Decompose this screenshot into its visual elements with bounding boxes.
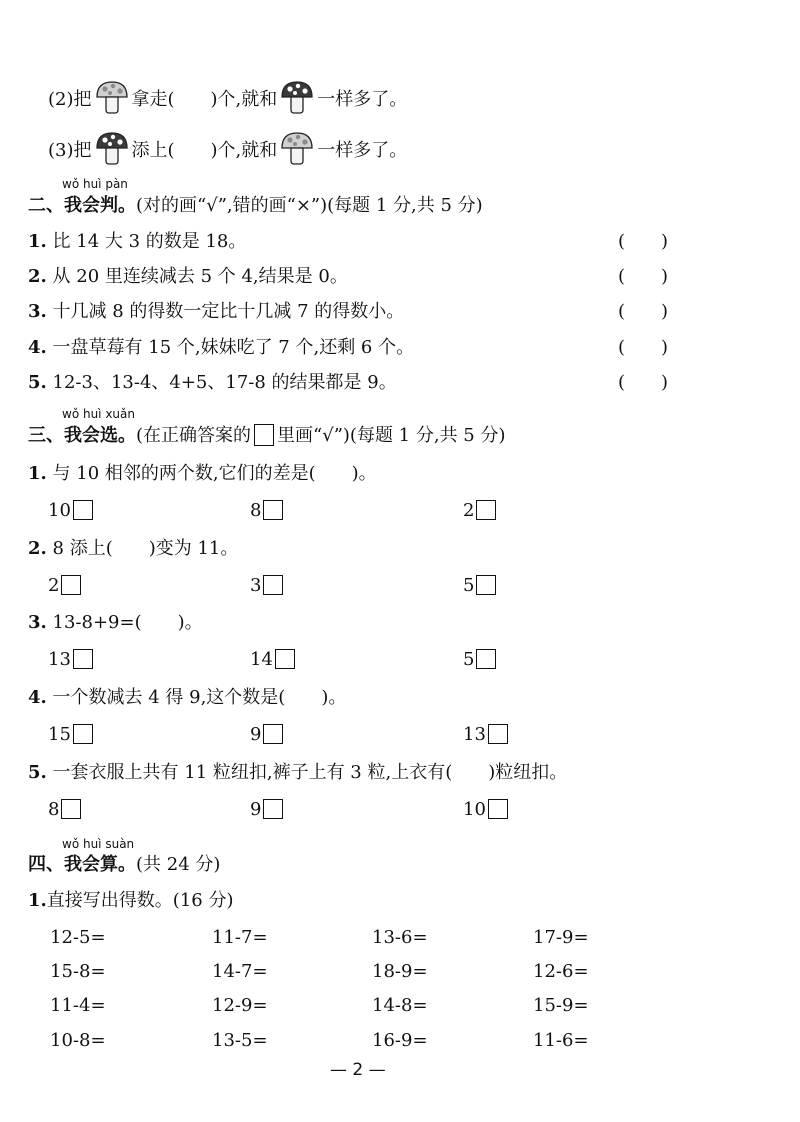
choice-option-label: 8 <box>250 500 262 521</box>
dark-mushroom-icon <box>94 130 130 173</box>
answer-box-sample <box>254 424 274 446</box>
judge-item <box>28 265 348 289</box>
choice-option <box>48 648 93 672</box>
choice-option-label: 9 <box>250 799 262 820</box>
calc-problem[interactable]: 11-4= <box>50 995 106 1016</box>
intro-line <box>48 79 407 122</box>
judge-answer-blank[interactable]: ( ) <box>618 266 669 287</box>
page-number: — 2 — <box>330 1060 386 1080</box>
calc-problem[interactable]: 18-9= <box>372 961 428 982</box>
choice-option-label: 2 <box>48 575 60 596</box>
dark-mushroom-icon <box>279 79 315 122</box>
choice-option-label: 13 <box>48 649 71 670</box>
section3-note-b: 里画“√”)(每题 1 分,共 5 分) <box>277 425 506 446</box>
choice-option <box>463 499 496 523</box>
choice-option-label: 8 <box>48 799 60 820</box>
choice-checkbox[interactable] <box>263 724 283 744</box>
calc-problem[interactable]: 10-8= <box>50 1030 106 1051</box>
choice-option-label: 14 <box>250 649 273 670</box>
judge-item-number: 3. <box>28 301 47 322</box>
choice-option <box>463 798 508 822</box>
choice-option <box>250 574 283 598</box>
intro-prefix: (3)把 <box>48 140 92 161</box>
choice-question-number: 4. <box>28 687 47 708</box>
choice-question-text: 8 添上( )变为 11。 <box>46 538 239 559</box>
light-mushroom-icon <box>279 130 315 173</box>
choice-question-text: 13-8+9=( )。 <box>46 612 203 633</box>
choice-question <box>28 761 567 785</box>
choice-checkbox[interactable] <box>275 649 295 669</box>
choice-question <box>28 686 346 710</box>
judge-item <box>28 300 404 324</box>
choice-option <box>250 648 295 672</box>
sub1-text: 直接写出得数。(16 分) <box>46 890 234 911</box>
choice-option-label: 5 <box>463 575 475 596</box>
section3-heading <box>28 424 506 448</box>
section3-pinyin: wǒ huì xuǎn <box>62 407 135 421</box>
judge-item <box>28 336 414 360</box>
choice-checkbox[interactable] <box>476 649 496 669</box>
calc-problem[interactable]: 17-9= <box>533 927 589 948</box>
sub1-number: 1. <box>28 890 47 911</box>
choice-question <box>28 611 203 635</box>
section3-title: 三、我会选。 <box>28 425 136 446</box>
calc-problem[interactable]: 14-7= <box>212 961 268 982</box>
judge-item-number: 2. <box>28 266 47 287</box>
choice-checkbox[interactable] <box>73 500 93 520</box>
choice-question-number: 5. <box>28 762 47 783</box>
choice-option <box>48 723 93 747</box>
judge-answer-blank[interactable]: ( ) <box>618 337 669 358</box>
calc-problem[interactable]: 13-5= <box>212 1030 268 1051</box>
calc-problem[interactable]: 11-7= <box>212 927 268 948</box>
intro-prefix: (2)把 <box>48 89 92 110</box>
choice-option-label: 15 <box>48 724 71 745</box>
choice-checkbox[interactable] <box>61 799 81 819</box>
section2-title: 二、我会判。 <box>28 195 136 216</box>
choice-option-label: 9 <box>250 724 262 745</box>
choice-checkbox[interactable] <box>476 575 496 595</box>
intro-suffix: 一样多了。 <box>317 89 408 110</box>
calc-problem[interactable]: 15-8= <box>50 961 106 982</box>
section4-note: (共 24 分) <box>136 854 221 875</box>
choice-question-text: 与 10 相邻的两个数,它们的差是( )。 <box>46 463 377 484</box>
section2-note: (对的画“√”,错的画“×”)(每题 1 分,共 5 分) <box>136 195 483 216</box>
calc-problem[interactable]: 16-9= <box>372 1030 428 1051</box>
judge-item-text: 12-3、13-4、4+5、17-8 的结果都是 9。 <box>46 372 397 393</box>
choice-option-label: 2 <box>463 500 475 521</box>
choice-question-text: 一套衣服上共有 11 粒纽扣,裤子上有 3 粒,上衣有( )粒纽扣。 <box>46 762 568 783</box>
judge-item <box>28 371 397 395</box>
choice-checkbox[interactable] <box>263 575 283 595</box>
judge-answer-blank[interactable]: ( ) <box>618 372 669 393</box>
judge-item-text: 比 14 大 3 的数是 18。 <box>46 231 247 252</box>
intro-mid: 拿走( )个,就和 <box>131 89 278 110</box>
choice-checkbox[interactable] <box>73 724 93 744</box>
choice-option-label: 10 <box>48 500 71 521</box>
choice-option <box>463 648 496 672</box>
calc-problem[interactable]: 11-6= <box>533 1030 589 1051</box>
choice-checkbox[interactable] <box>488 724 508 744</box>
choice-question <box>28 462 377 486</box>
judge-item-text: 从 20 里连续减去 5 个 4,结果是 0。 <box>46 266 348 287</box>
choice-question-number: 1. <box>28 463 47 484</box>
judge-item-number: 4. <box>28 337 47 358</box>
choice-option <box>250 723 283 747</box>
choice-checkbox[interactable] <box>263 799 283 819</box>
judge-answer-blank[interactable]: ( ) <box>618 301 669 322</box>
choice-option <box>463 574 496 598</box>
choice-option <box>48 499 93 523</box>
calc-problem[interactable]: 15-9= <box>533 995 589 1016</box>
judge-item <box>28 230 246 254</box>
choice-option <box>48 798 81 822</box>
choice-checkbox[interactable] <box>488 799 508 819</box>
intro-mid: 添上( )个,就和 <box>131 140 278 161</box>
choice-question-number: 2. <box>28 538 47 559</box>
section4-pinyin: wǒ huì suàn <box>62 837 135 851</box>
choice-option <box>463 723 508 747</box>
choice-option-label: 5 <box>463 649 475 670</box>
judge-item-number: 1. <box>28 231 47 252</box>
intro-suffix: 一样多了。 <box>317 140 408 161</box>
choice-option <box>250 499 283 523</box>
section2-heading <box>28 194 483 218</box>
calc-problem[interactable]: 13-6= <box>372 927 428 948</box>
choice-checkbox[interactable] <box>476 500 496 520</box>
judge-answer-blank[interactable]: ( ) <box>618 231 669 252</box>
choice-checkbox[interactable] <box>263 500 283 520</box>
choice-question <box>28 537 238 561</box>
calc-problem[interactable]: 12-6= <box>533 961 589 982</box>
calc-problem[interactable]: 12-5= <box>50 927 106 948</box>
choice-option-label: 13 <box>463 724 486 745</box>
intro-line <box>48 130 407 173</box>
calc-problem[interactable]: 12-9= <box>212 995 268 1016</box>
light-mushroom-icon <box>94 79 130 122</box>
choice-checkbox[interactable] <box>61 575 81 595</box>
section4-heading <box>28 853 220 877</box>
choice-option <box>250 798 283 822</box>
choice-question-number: 3. <box>28 612 47 633</box>
section2-pinyin: wǒ huì pàn <box>62 177 128 191</box>
choice-option-label: 10 <box>463 799 486 820</box>
section4-title: 四、我会算。 <box>28 854 136 875</box>
judge-item-text: 十几减 8 的得数一定比十几减 7 的得数小。 <box>46 301 405 322</box>
choice-question-text: 一个数减去 4 得 9,这个数是( )。 <box>46 687 347 708</box>
choice-option <box>48 574 81 598</box>
choice-checkbox[interactable] <box>73 649 93 669</box>
section3-note-a: (在正确答案的 <box>136 425 252 446</box>
choice-option-label: 3 <box>250 575 262 596</box>
judge-item-number: 5. <box>28 372 47 393</box>
calc-problem[interactable]: 14-8= <box>372 995 428 1016</box>
section4-sub1 <box>28 889 233 913</box>
judge-item-text: 一盘草莓有 15 个,妹妹吃了 7 个,还剩 6 个。 <box>46 337 415 358</box>
